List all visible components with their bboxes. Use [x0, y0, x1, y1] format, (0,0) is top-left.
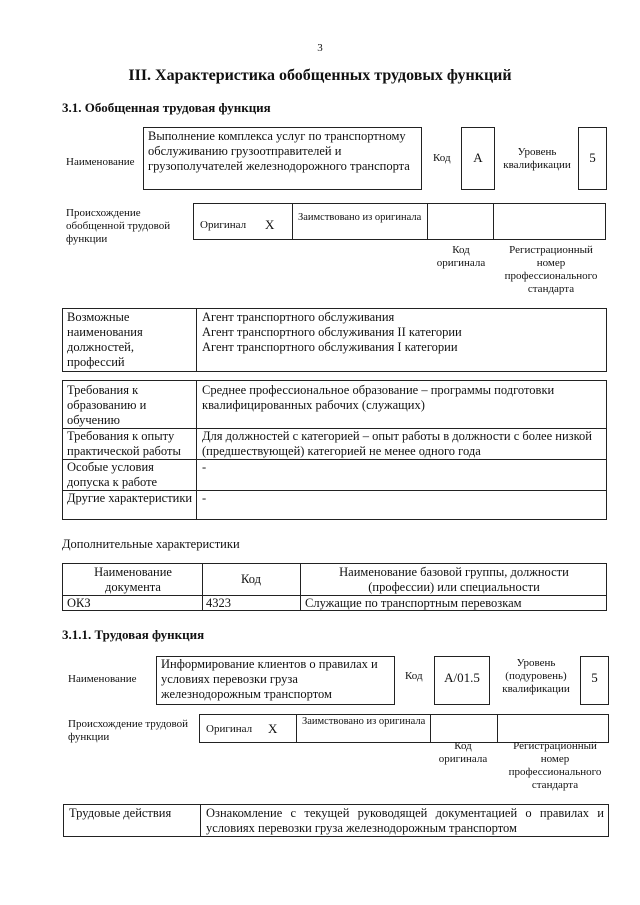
tf-reg-number-label: Регистрационный номер профессионального стандарта [508, 740, 602, 791]
req-edu-value: Среднее профессиональное образование – программы подготовки квалифицированных рабочих (служащих) [202, 383, 555, 412]
tf-original-label: Оригинал [206, 723, 253, 735]
tf-code-label: Код [405, 670, 423, 682]
row-code: 4323 [206, 596, 231, 610]
req-edu-label: Требования к образованию и обучению [67, 383, 147, 427]
row-document: ОКЗ [67, 596, 91, 610]
row-name: Служащие по транспортным перевозкам [305, 596, 522, 610]
req-exp-value: Для должностей с категорией – опыт работы в должности с более низкой (предшествующей) категорией не менее одного года [202, 429, 592, 458]
positions-label: Возможные наименования должностей, профессий [67, 310, 143, 369]
tf-name-value: Информирование клиентов о правилах и условиях перевозки груза железнодорожным транспортом [161, 657, 378, 701]
gf-reg-number-label: Регистрационный номер профессионального стандарта [504, 244, 598, 295]
gf-name-label: Наименование [66, 156, 135, 168]
tf-borrowed-label: Заимствовано из оригинала [302, 716, 426, 727]
special-conditions-value: - [202, 460, 207, 474]
tf-code-value: A/01.5 [444, 670, 480, 685]
position-item: Агент транспортного обслуживания I категории [202, 340, 458, 354]
gf-code-original-label: Код оригинала [436, 244, 486, 269]
tf-origin-label: Происхождение трудовой функции [68, 718, 189, 743]
gf-borrowed-label: Заимствовано из оригинала [298, 212, 422, 223]
position-item: Агент транспортного обслуживания [202, 310, 395, 324]
tf-code-original-label: Код оригинала [438, 740, 488, 765]
tf-level-value: 5 [591, 670, 598, 685]
generalized-function-heading: 3.1. Обобщенная трудовая функция [62, 100, 271, 115]
gf-level-label: Уровень квалификации [503, 146, 571, 171]
gf-code-value: A [473, 150, 483, 165]
labor-actions-label: Трудовые действия [69, 806, 172, 820]
gf-level-value: 5 [589, 150, 596, 165]
gf-original-label: Оригинал [200, 219, 247, 231]
labor-actions-value: Ознакомление с текущей руководящей документацией о правилах и условиях перевозки груза железнодорожным транспортом [206, 806, 604, 835]
labor-function-heading: 3.1.1. Трудовая функция [62, 627, 205, 642]
req-exp-label: Требования к опыту практической работы [67, 429, 181, 458]
other-characteristics-value: - [202, 491, 207, 505]
gf-original-mark: X [265, 217, 275, 232]
positions-list [202, 310, 602, 355]
page-number: 3 [317, 42, 323, 54]
gf-code-label: Код [433, 152, 451, 164]
tf-original-mark: X [268, 721, 278, 736]
col-document-header: Наименование документа [94, 565, 172, 594]
special-conditions-label: Особые условия допуска к работе [67, 460, 158, 489]
position-item: Агент транспортного обслуживания II категории [202, 325, 462, 339]
gf-name-value: Выполнение комплекса услуг по транспортному обслуживанию грузоотправителей и грузополучателей железнодорожного транспорта [148, 129, 410, 173]
other-characteristics-label: Другие характеристики [67, 491, 193, 505]
tf-level-label: Уровень (подуровень) квалификации [502, 657, 570, 695]
tf-name-label: Наименование [68, 673, 137, 685]
col-name-header: Наименование базовой группы, должности (профессии) или специальности [339, 565, 569, 594]
additional-heading: Дополнительные характеристики [62, 537, 240, 551]
col-code-header: Код [241, 572, 261, 586]
section-title: III. Характеристика обобщенных трудовых функций [128, 67, 512, 84]
gf-origin-label: Происхождение обобщенной трудовой функции [66, 207, 171, 245]
